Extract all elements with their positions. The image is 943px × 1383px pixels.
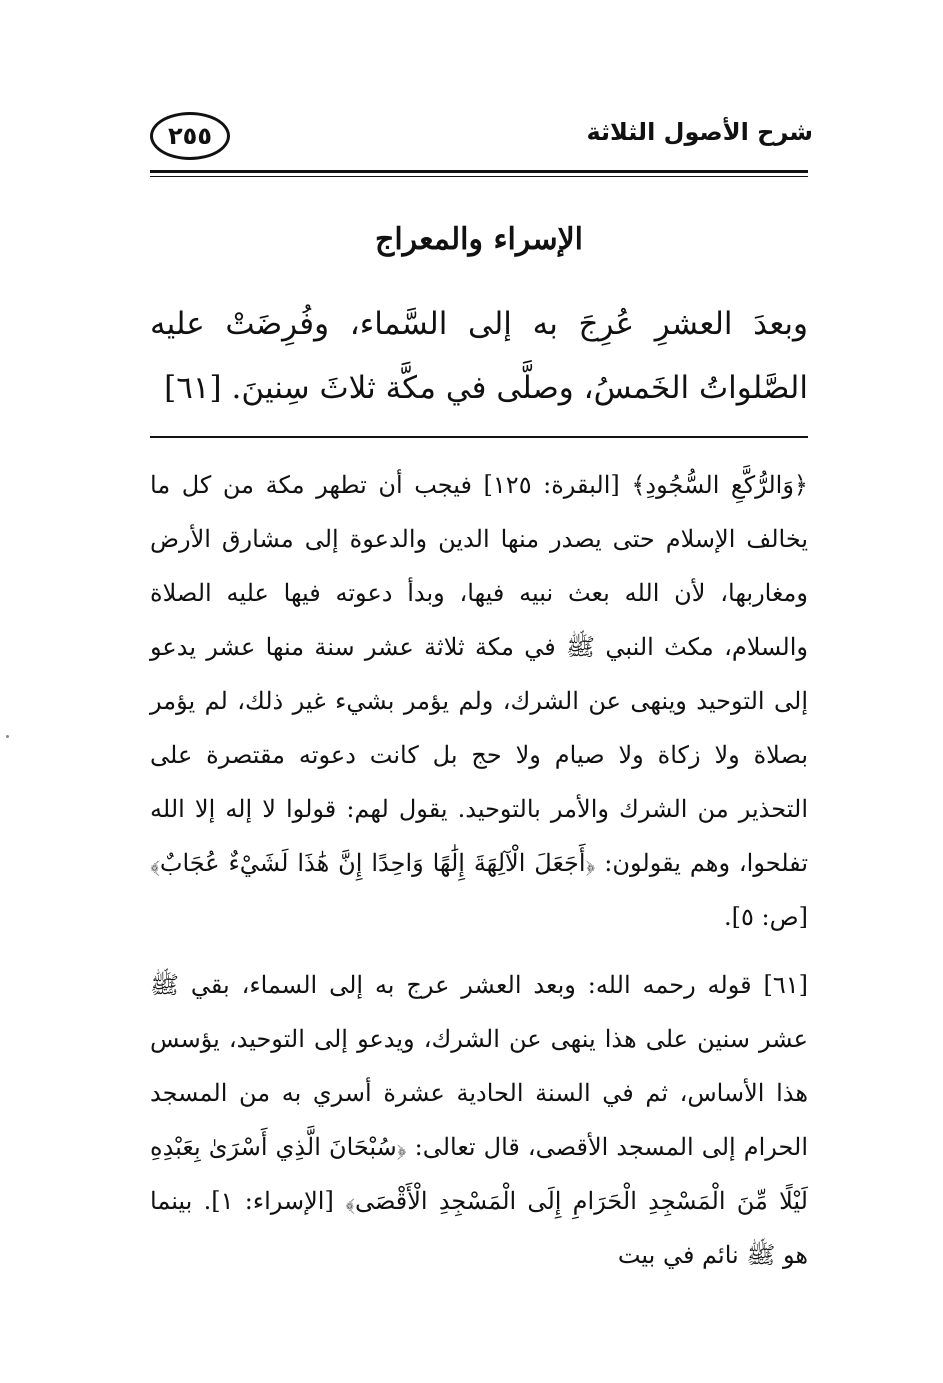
- main-paragraph: وبعدَ العشرِ عُرِجَ به إلى السَّماء، وفُرِضَتْ عليه الصَّلواتُ الخَمسُ، وصلَّى في مكَّة ثلاثَ سِنينَ. [٦١]: [150, 306, 808, 406]
- commentary-paragraph-2: [٦١] قوله رحمه الله: وبعد العشر عرج به إلى السماء، بقي ﷺ عشر سنين على هذا ينهى عن الشرك، ويدعو إلى التوحيد، يؤسس هذا الأساس، ثم في السنة الحادية عشرة أسري به من المسجد الحرام إلى المسجد الأقصى، قال تعالى: ﴿سُبْحَانَ الَّذِي أَسْرَىٰ بِعَبْدِهِ لَيْلًا مِّنَ الْمَسْجِدِ الْحَرَامِ إِلَى الْمَسْجِدِ الْأَقْصَى﴾ [الإسراء: ١]. بينما هو ﷺ نائم في بيت: [150, 971, 809, 1269]
- header-rule-thin: [150, 176, 808, 177]
- page-number-text: ٢٥٥: [168, 122, 212, 150]
- footnote-divider: [150, 436, 808, 438]
- scan-speck: [6, 735, 9, 738]
- running-title: شرح الأصول الثلاثة: [586, 118, 813, 146]
- section-heading: الإسراء والمعراج: [374, 222, 584, 257]
- page-number: [150, 112, 230, 160]
- header-rule-thick: [150, 170, 808, 173]
- commentary-paragraph-1: ﴿وَالرُّكَّعِ السُّجُودِ﴾ [البقرة: ١٢٥] فيجب أن تطهر مكة من كل ما يخالف الإسلام حتى يصدر منها الدين والدعوة إلى مشارق الأرض ومغاربها، لأن الله بعث نبيه فيها، وبدأ دعوته فيها عليه الصلاة والسلام، مكث النبي ﷺ في مكة ثلاثة عشر سنة منها عشر يدعو إلى التوحيد وينهى عن الشرك، ولم يؤمر بشيء غير ذلك، لم يؤمر بصلاة ولا زكاة ولا صيام ولا حج بل كانت دعوته مقتصرة على التحذير من الشرك والأمر بالتوحيد. يقول لهم: قولوا لا إله إلا الله تفلحوا، وهم يقولون: ﴿أَجَعَلَ الْآلِهَةَ إِلَٰهًا وَاحِدًا إِنَّ هَٰذَا لَشَيْءٌ عُجَابٌ﴾ [ص: ٥].: [150, 471, 808, 931]
